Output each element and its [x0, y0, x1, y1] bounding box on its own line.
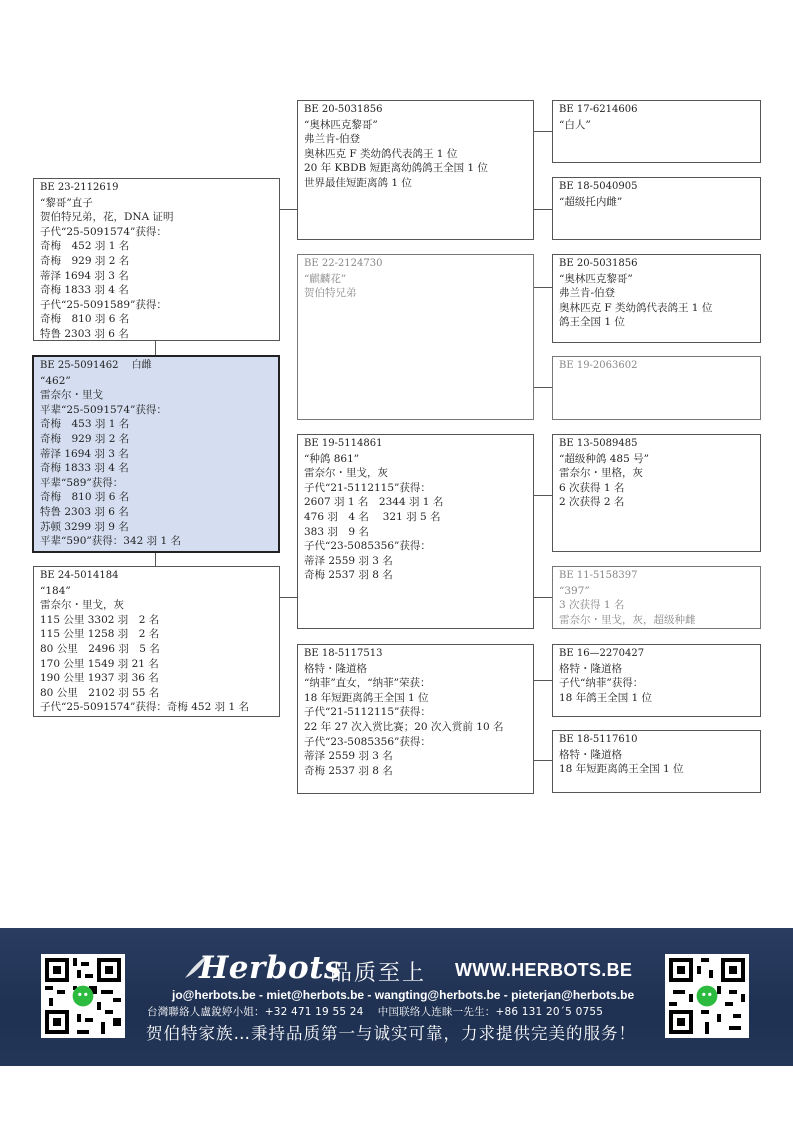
- pedigree-text-line: 雷奈尔・里戈，灰: [304, 467, 388, 480]
- ring-number: BE 20-5031856: [559, 258, 638, 269]
- pedigree-text-line: 贺伯特兄弟: [304, 287, 357, 300]
- pedigree-text-line: “黎哥”直子: [40, 196, 93, 209]
- qr-code-icon: [665, 954, 749, 1038]
- pedigree-text-line: 子代“21-5112115”获得：: [304, 481, 431, 494]
- connector-line: [533, 209, 552, 210]
- pedigree-sire-sire-box: [297, 100, 534, 240]
- pedigree-text-line: 80 公里 2496 羽 5 名: [40, 642, 160, 655]
- pedigree-g3-box-7: [552, 644, 761, 717]
- ring-number: BE 18-5117513: [304, 648, 383, 659]
- pedigree-sire-dam-box: [297, 254, 534, 420]
- family-motto: 贺伯特家族…秉持品质第一与诚实可靠，力求提供完美的服务！: [146, 1024, 636, 1043]
- ring-number: BE 23-2112619: [40, 182, 119, 193]
- pedigree-text-line: 奇梅 2537 羽 8 名: [304, 569, 393, 582]
- connector-line: [155, 552, 156, 567]
- ring-number: BE 11-5158397: [559, 570, 638, 581]
- pedigree-text-line: “397”: [559, 584, 590, 597]
- connector-line: [533, 495, 552, 496]
- pedigree-text-line: “麒麟花”: [304, 272, 347, 285]
- pedigree-text-line: 18 年鸽王全国 1 位: [559, 691, 653, 704]
- pedigree-text-line: 蒂泽 2559 羽 3 名: [304, 554, 393, 567]
- pedigree-text-line: “超级托内雌”: [559, 195, 623, 208]
- wechat-icon: [73, 986, 94, 1007]
- pedigree-text-line: 奇梅 452 羽 1 名: [40, 240, 130, 253]
- pedigree-text-line: 80 公里 2102 羽 55 名: [40, 686, 160, 699]
- pedigree-g3-box-8: [552, 730, 761, 793]
- pedigree-dam-sire-box: [297, 434, 534, 629]
- ring-number: BE 24-5014184: [40, 570, 119, 581]
- pedigree-text-line: 子代“21-5112115”获得：: [304, 706, 431, 719]
- pedigree-text-line: 子代“25-5091589”获得：: [40, 298, 167, 311]
- ring-number: BE 20-5031856: [304, 104, 383, 115]
- connector-line: [279, 209, 297, 210]
- pedigree-text-line: 子代“纳菲”获得：: [559, 677, 644, 690]
- pedigree-text-line: “奥林匹克黎哥”: [304, 118, 378, 131]
- pedigree-text-line: 6 次获得 1 名: [559, 481, 625, 494]
- pedigree-text-line: 蒂泽 2559 羽 3 名: [304, 750, 393, 763]
- ring-number: BE 13-5089485: [559, 438, 638, 449]
- pedigree-text-line: 平辈“589”获得：: [40, 476, 124, 489]
- qr-code-left[interactable]: [41, 954, 125, 1038]
- qr-code-icon: [41, 954, 125, 1038]
- connector-line: [279, 597, 297, 598]
- pedigree-text-line: 雷奈尔・里格，灰: [559, 467, 643, 480]
- qr-code-right[interactable]: [665, 954, 749, 1038]
- connector-line: [533, 387, 552, 388]
- pedigree-text-line: 170 公里 1549 羽 21 名: [40, 657, 159, 670]
- pedigree-text-line: “奥林匹克黎哥”: [559, 272, 633, 285]
- ring-number: BE 22-2124730: [304, 258, 383, 269]
- connector-line: [533, 597, 552, 598]
- ring-number: BE 18-5040905: [559, 181, 638, 192]
- pedigree-text-line: 2607 羽 1 名 2344 羽 1 名: [304, 496, 444, 509]
- wechat-icon: [697, 986, 718, 1007]
- connector-line: [155, 340, 156, 356]
- pedigree-g3-box-1: [552, 100, 761, 163]
- pedigree-text-line: 蒂泽 1694 羽 3 名: [40, 447, 129, 460]
- pedigree-text-line: 子代“23-5085356”获得：: [304, 540, 431, 553]
- pedigree-text-line: 子代“25-5091574”获得：奇梅 452 羽 1 名: [40, 701, 249, 714]
- pedigree-text-line: “184”: [40, 584, 71, 597]
- pedigree-sire-box: [33, 178, 280, 341]
- pedigree-dam-box: [33, 566, 280, 717]
- pedigree-text-line: 476 羽 4 名 321 羽 5 名: [304, 510, 441, 523]
- pedigree-text-line: 格特・隆道格: [304, 662, 367, 675]
- pedigree-text-line: 特鲁 2303 羽 6 名: [40, 327, 129, 340]
- pedigree-g3-box-2: [552, 177, 761, 240]
- pedigree-text-line: 格特・隆道格: [559, 662, 622, 675]
- pedigree-subject-box: [32, 355, 280, 553]
- pedigree-text-line: 平辈“25-5091574”获得：: [40, 403, 167, 416]
- pedigree-text-line: 383 羽 9 名: [304, 525, 369, 538]
- pedigree-text-line: 奇梅 2537 羽 8 名: [304, 764, 393, 777]
- pedigree-text-line: 115 公里 3302 羽 2 名: [40, 613, 160, 626]
- pedigree-text-line: 奇梅 929 羽 2 名: [40, 254, 130, 267]
- pedigree-g3-box-4: [552, 356, 761, 420]
- pedigree-text-line: 蒂泽 1694 羽 3 名: [40, 269, 129, 282]
- pedigree-dam-dam-box: [297, 644, 534, 794]
- pedigree-text-line: 20 年 KBDB 短距离幼鸽鸽王全国 1 位: [304, 162, 488, 175]
- pedigree-g3-box-5: [552, 434, 761, 552]
- pedigree-text-line: 2 次获得 2 名: [559, 496, 625, 509]
- brand-logo-text: Herbots: [199, 950, 342, 986]
- pedigree-text-line: 奇梅 1833 羽 4 名: [40, 284, 129, 297]
- pedigree-text-line: 奇梅 810 羽 6 名: [40, 491, 130, 504]
- pedigree-text-line: 平辈“590”获得：342 羽 1 名: [40, 535, 182, 548]
- pedigree-text-line: “纳菲”直女，“纳菲”荣获：: [304, 677, 431, 690]
- pedigree-text-line: 奇梅 453 羽 1 名: [40, 418, 130, 431]
- ring-number: BE 19-5114861: [304, 438, 383, 449]
- pedigree-text-line: 贺伯特兄弟，花，DNA 证明: [40, 211, 174, 224]
- pedigree-text-line: 子代“25-5091574”获得：: [40, 225, 167, 238]
- connector-line: [533, 760, 552, 761]
- pedigree-text-line: 奇梅 929 羽 2 名: [40, 432, 130, 445]
- contact-phones: 台灣聯絡人盧銳婷小姐：+32 471 19 55 24 中国联络人连睐一先生：+86 131 20´5 0755: [147, 1006, 604, 1018]
- pedigree-text-line: 弗兰肯-伯登: [559, 287, 616, 300]
- pedigree-text-line: 子代“23-5085356”获得：: [304, 735, 431, 748]
- brand-slogan: 品质至上: [330, 961, 427, 986]
- pedigree-text-line: 雷奈尔・里戈，灰: [40, 599, 124, 612]
- pedigree-text-line: “462”: [40, 374, 71, 387]
- ring-number: BE 16—2270427: [559, 648, 645, 659]
- pedigree-text-line: 奇梅 1833 羽 4 名: [40, 462, 129, 475]
- pedigree-text-line: 雷奈尔・里戈: [40, 389, 103, 402]
- pedigree-g3-box-6: [552, 566, 761, 629]
- footer-title-row: [185, 950, 633, 986]
- pedigree-text-line: “超级种鸽 485 号”: [559, 452, 649, 465]
- connector-line: [533, 287, 552, 288]
- pedigree-text-line: 115 公里 1258 羽 2 名: [40, 628, 160, 641]
- pedigree-text-line: 18 年短距离鸽王全国 1 位: [559, 763, 684, 776]
- connector-line: [533, 680, 552, 681]
- pedigree-text-line: 苏顿 3299 羽 9 名: [40, 520, 129, 533]
- ring-number: BE 25-5091462 白雌: [40, 360, 152, 371]
- pedigree-text-line: “种鸽 861”: [304, 452, 360, 465]
- pedigree-text-line: 奥林匹克 F 类幼鸽代表鸽王 1 位: [559, 301, 713, 314]
- ring-number: BE 18-5117610: [559, 734, 638, 745]
- contact-emails[interactable]: jo@herbots.be - miet@herbots.be - wangting@herbots.be - pieterjan@herbots.be: [172, 988, 635, 1002]
- pedigree-text-line: 18 年短距离鸽王全国 1 位: [304, 691, 429, 704]
- pedigree-text-line: 奥林匹克 F 类幼鸽代表鸽王 1 位: [304, 147, 458, 160]
- pedigree-text-line: 190 公里 1937 羽 36 名: [40, 672, 159, 685]
- pedigree-text-line: 22 年 27 次入赏比赛；20 次入赏前 10 名: [304, 720, 504, 733]
- pedigree-text-line: 3 次获得 1 名: [559, 599, 625, 612]
- pedigree-text-line: 格特・隆道格: [559, 748, 622, 761]
- ring-number: BE 19-2063602: [559, 360, 638, 371]
- connector-line: [533, 131, 552, 132]
- pedigree-text-line: 奇梅 810 羽 6 名: [40, 313, 130, 326]
- pedigree-text-line: 鸽王全国 1 位: [559, 316, 625, 329]
- pedigree-text-line: 世界最佳短距离鸽 1 位: [304, 176, 412, 189]
- website-link[interactable]: WWW.HERBOTS.BE: [455, 960, 633, 980]
- pedigree-text-line: “白人”: [559, 118, 591, 131]
- pedigree-text-line: 特鲁 2303 羽 6 名: [40, 505, 129, 518]
- pedigree-g3-box-3: [552, 254, 761, 343]
- pedigree-text-line: 雷奈尔・里戈，灰，超级种雌: [559, 613, 696, 626]
- pedigree-text-line: 弗兰肯-伯登: [304, 133, 361, 146]
- ring-number: BE 17-6214606: [559, 104, 638, 115]
